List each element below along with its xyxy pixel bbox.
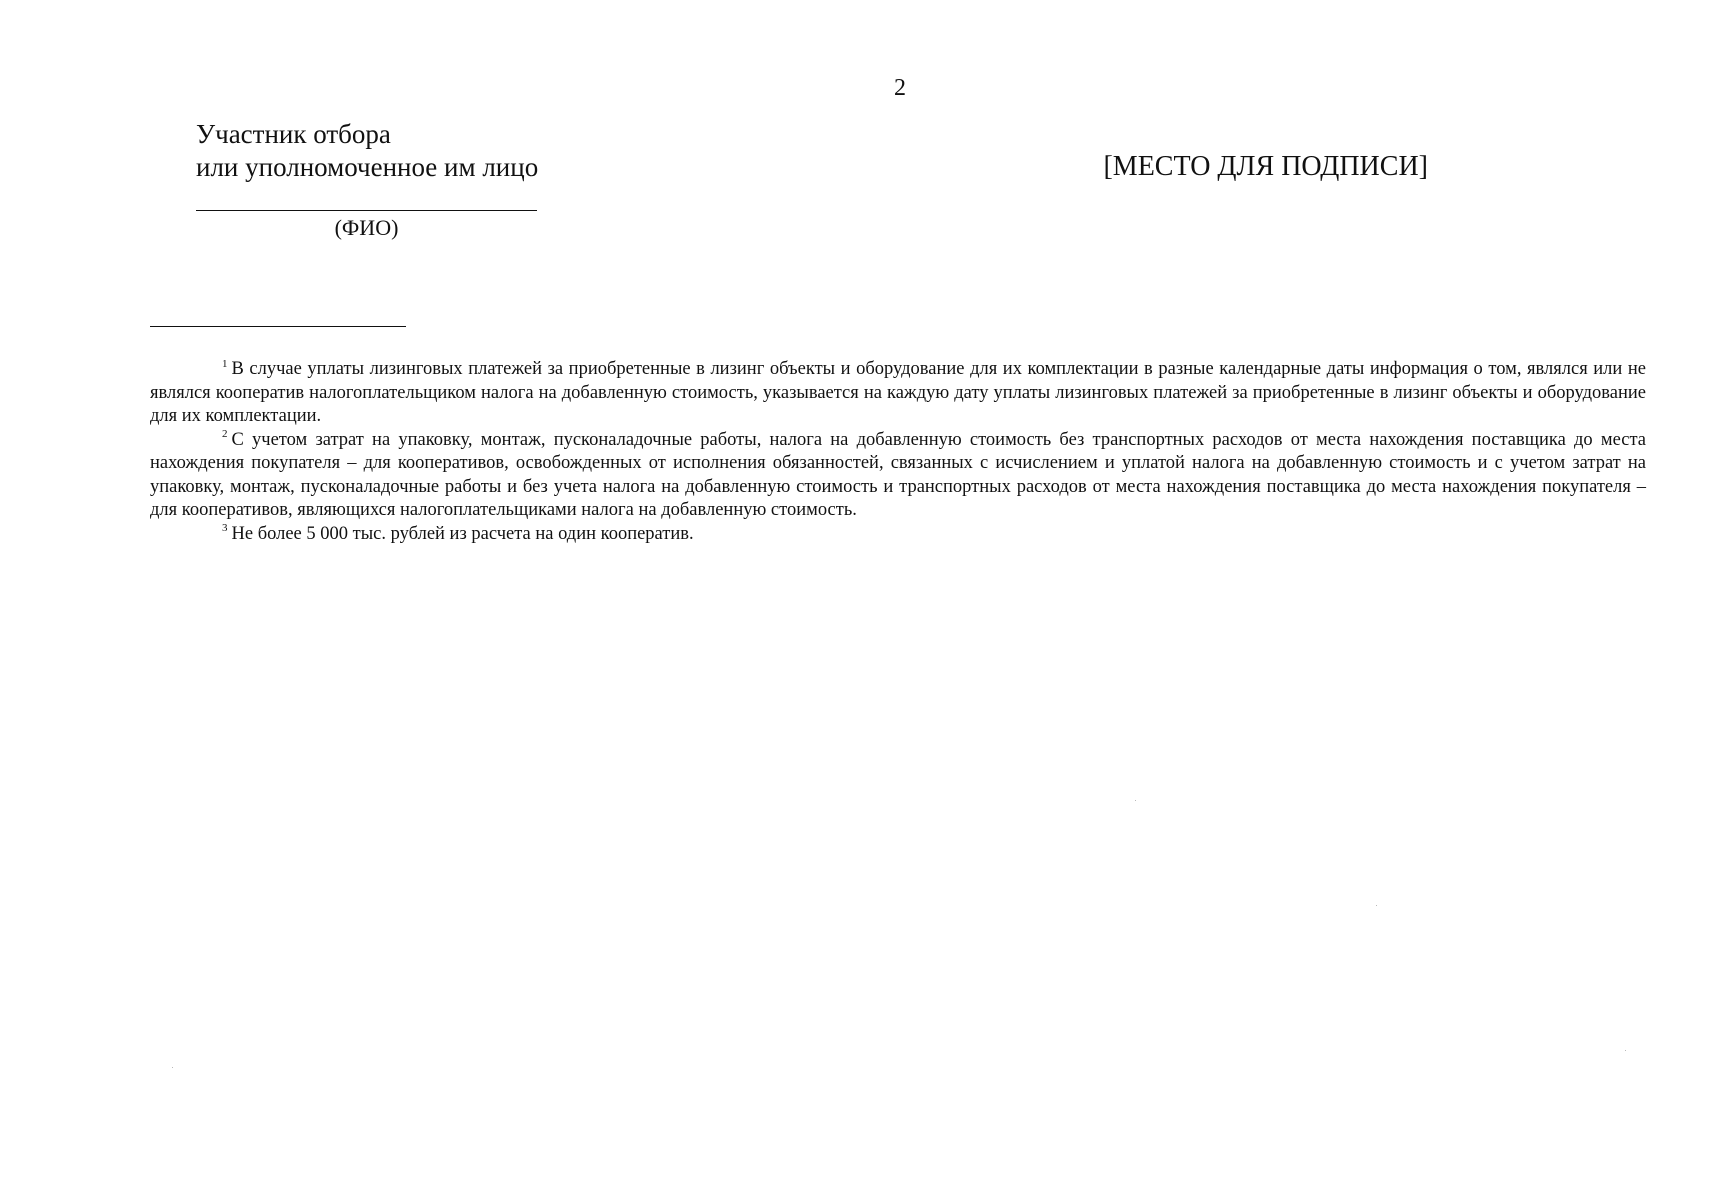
signature-placeholder: [МЕСТО ДЛЯ ПОДПИСИ] bbox=[1103, 151, 1428, 182]
scan-speck bbox=[1135, 800, 1136, 801]
footnote-1-text: В случае уплаты лизинговых платежей за приобретенные в лизинг объекты и оборудование для их комплектации в разные календарные даты информация о том, являлся или не являлся кооператив налогоплательщиком налога на добавленную стоимость, указывается на каждую дату уплаты лизинговых платежей за приобретенные в лизинг объекты и оборудование для их комплектации. bbox=[150, 359, 1646, 426]
scan-speck bbox=[172, 1067, 173, 1068]
fio-caption: (ФИО) bbox=[334, 215, 399, 240]
footnote-1 bbox=[150, 358, 1646, 429]
footnote-1-mark: 1 bbox=[222, 357, 228, 370]
scan-speck bbox=[1625, 1050, 1626, 1051]
page-number: 2 bbox=[894, 75, 906, 101]
footnote-2-mark: 2 bbox=[222, 428, 228, 441]
participant-block bbox=[196, 118, 616, 184]
footnote-3-text: Не более 5 000 тыс. рублей из расчета на один кооператив. bbox=[231, 523, 694, 544]
scan-speck bbox=[1376, 905, 1377, 906]
footnotes-section bbox=[150, 358, 1646, 546]
footnote-3-mark: 3 bbox=[222, 522, 228, 535]
footnote-separator bbox=[150, 326, 406, 327]
participant-title-line-2: или уполномоченное им лицо bbox=[196, 152, 539, 182]
participant-title-line-1: Участник отбора bbox=[196, 119, 391, 149]
footnote-2 bbox=[150, 429, 1646, 523]
footnote-2-text: С учетом затрат на упаковку, монтаж, пусконаладочные работы, налога на добавленную стоимость без транспортных расходов от места нахождения поставщика до места нахождения покупателя – для кооперативов, освобожденных от исполнения обязанностей, связанных с исчислением и уплатой налога на добавленную стоимость и с учетом затрат на упаковку, монтаж, пусконаладочные работы и без учета налога на добавленную стоимость и транспортных расходов от места нахождения поставщика до места нахождения покупателя – для кооперативов, являющихся налогоплательщиками налога на добавленную стоимость. bbox=[150, 429, 1646, 520]
fio-signature-line bbox=[196, 210, 537, 211]
footnote-3 bbox=[150, 523, 1646, 547]
